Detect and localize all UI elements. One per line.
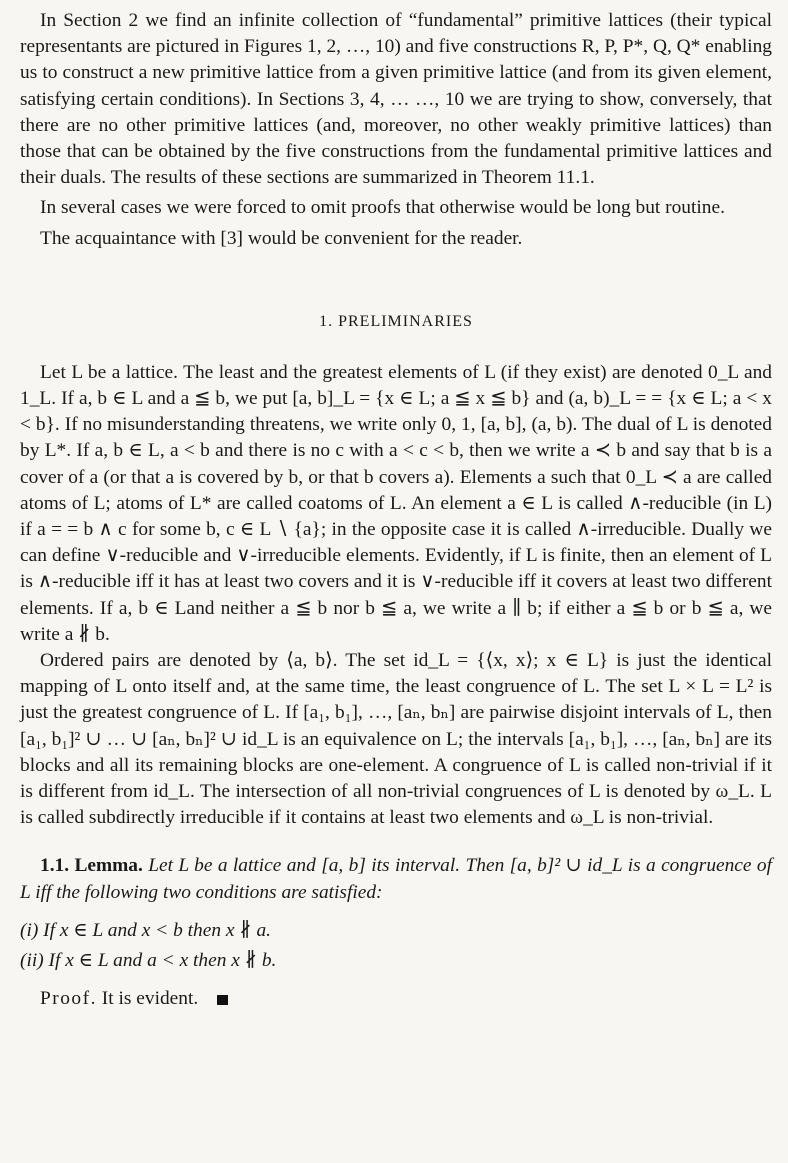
lemma-statement: Let L be a lattice and [a, b] its interval. Then [a, b]² ∪ id_L is a congruence of L iff the following two conditions are satisfied: bbox=[20, 855, 772, 903]
intro-paragraph-1: In Section 2 we find an infinite collection of “fundamental” primitive lattices (their typical representants are pictured in Figures 1, 2, …, 10) and five constructions R, P, P*, Q, Q* enabling us to construct a new primitive lattice from a given primitive lattice (and from its given element, satisfying certain conditions). In Sections 3, 4, … …, 10 we are trying to show, conversely, that there are no other primitive lattices (and, moreover, no other weakly primitive lattices) than those that can be obtained by the five constructions from the fundamental primitive lattices and their duals. The results of these sections are summarized in Theorem 11.1. bbox=[20, 10, 772, 189]
proof-text: It is evident. bbox=[101, 988, 199, 1010]
proof-label: Proof. bbox=[40, 988, 97, 1010]
lemma-conditions bbox=[20, 918, 772, 974]
qed-square-icon bbox=[217, 995, 228, 1005]
condition-i: (i) If x ∈ L and x < b then x ∦ a. bbox=[20, 919, 272, 941]
preliminaries-paragraph-2: Ordered pairs are denoted by ⟨a, b⟩. The set id_L = {⟨x, x⟩; x ∈ L} is just the identical mapping of L onto itself and, at the same time, the least congruence of L. The set L × L = L² is just the greatest congruence of L. If [a₁, b₁], …, [aₙ, bₙ] are pairwise disjoint intervals of L, then [a₁, b₁]² ∪ … ∪ [aₙ, bₙ]² ∪ id_L is an equivalence on L; the intervals [a₁, b₁], …, [aₙ, bₙ] are its blocks and all its remaining blocks are one-element. A congruence of L is called non-trivial if it is different from id_L. The intersection of all non-trivial congruences of L is denoted by ω_L. L is called subdirectly irreducible if it contains at least two elements and ω_L is non-trivial. bbox=[20, 650, 772, 829]
lemma-label: 1.1. Lemma. bbox=[40, 855, 143, 877]
intro-paragraph-3: The acquaintance with [3] would be convenient for the reader. bbox=[40, 227, 523, 249]
intro-paragraph-2: In several cases we were forced to omit proofs that otherwise would be long but routine. bbox=[40, 197, 725, 219]
condition-ii: (ii) If x ∈ L and a < x then x ∦ b. bbox=[20, 950, 277, 972]
preliminaries-paragraph-1: Let L be a lattice. The least and the greatest elements of L (if they exist) are denoted 0_L and 1_L. If a, b ∈ L and a ≦ b, we put [a, b]_L = {x ∈ L; a ≦ x ≦ b} and (a, b)_L = = {x ∈ L; a < x < b}. If no misunderstanding threatens, we write only 0, 1, [a, b], (a, b). The dual of L is denoted by L*. If a, b ∈ L, a < b and there is no c with a < c < b, then we write a ≺ b and say that b is a cover of a (or that a is covered by b, or that b covers a). Elements a such that 0_L ≺ a are called atoms of L; atoms of L* are called coatoms of L. An element a ∈ L is called ∧-reducible (in L) if a = = b ∧ c for some b, c ∈ L ∖ {a}; in the opposite case it is called ∧-irreducible. Dually we can define ∨-reducible and ∨-irreducible elements. Evidently, if L is finite, then an element of L is ∧-reducible iff it has at least two covers and it is ∨-reducible iff it covers at least two different elements. If a, b ∈ Land neither a ≦ b nor b ≦ a, we write a ∥ b; if either a ≦ b or b ≦ a, we write a ∦ b. bbox=[20, 361, 772, 645]
page-body bbox=[20, 8, 772, 1013]
lemma-1-1 bbox=[20, 853, 772, 905]
section-heading: 1. PRELIMINARIES bbox=[319, 312, 473, 330]
proof bbox=[20, 986, 772, 1012]
